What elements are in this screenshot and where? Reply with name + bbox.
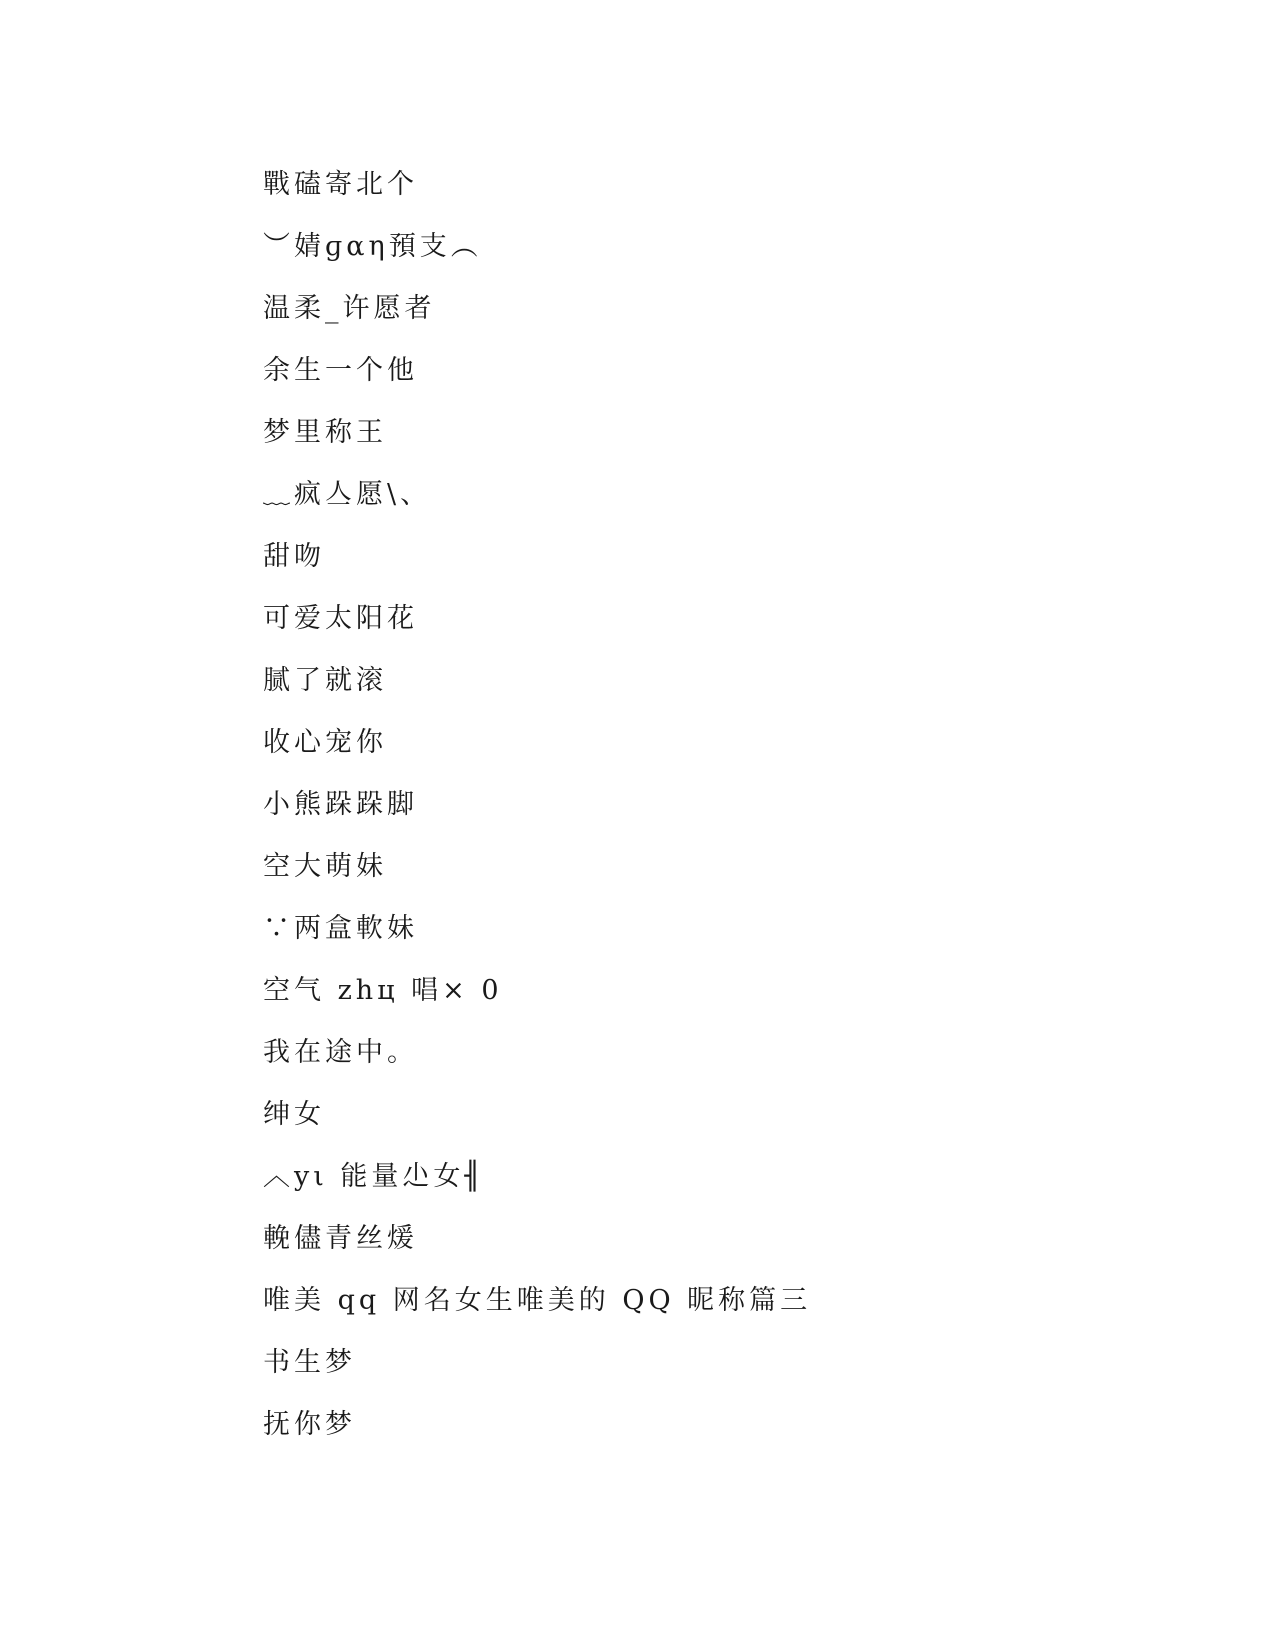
list-item: ﹏疯亼愿\、: [263, 479, 432, 510]
list-item: 梦里称王: [263, 417, 387, 448]
list-item: 可爱太阳花: [263, 603, 418, 634]
list-item: ︿yι 能量尐女╢: [263, 1161, 485, 1192]
list-item: 戰磕寄北个: [263, 169, 418, 200]
nickname-list: [263, 166, 811, 1468]
list-item: 绅女: [263, 1099, 325, 1130]
list-item: 我在途中。: [263, 1037, 418, 1068]
list-item: 空气 zhц 唱× 0: [263, 975, 503, 1006]
list-item: 书生梦: [263, 1347, 356, 1378]
list-item: 收心宠你: [263, 727, 387, 758]
list-item: 抚你梦: [263, 1409, 356, 1440]
list-item: 小熊跺跺脚: [263, 789, 418, 820]
list-item: ︶婧ɡαη預支︵: [263, 231, 482, 262]
list-item: 甜吻: [263, 541, 325, 572]
list-item: 余生一个他: [263, 355, 418, 386]
list-item: ∵两盒軟妹: [263, 913, 418, 944]
list-item: 腻了就滚: [263, 665, 387, 696]
section-heading: 唯美 qq 网名女生唯美的 QQ 昵称篇三: [263, 1285, 812, 1316]
list-item: 輓儘青丝煖: [263, 1223, 418, 1254]
list-item: 温柔_许愿者: [263, 293, 436, 324]
list-item: 空大萌妹: [263, 851, 387, 882]
